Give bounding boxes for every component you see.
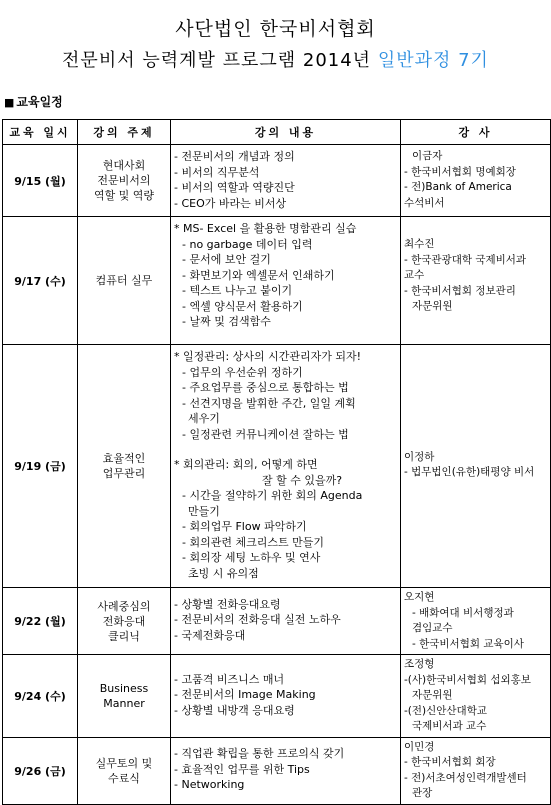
header-topic: 강의 주제 [78,120,171,145]
content-line: * 일정관리: 상사의 시간관리자가 되자! [174,350,361,363]
row-lecturer [401,145,551,217]
content-line: - 회의업무 Flow 파악하기 [182,520,307,533]
content-line: - 비서의 역할과 역량진단 [174,181,295,194]
topic-line: Manner [103,696,145,710]
lecturer-line: -(전)신안산대학교 [404,704,487,717]
lecturer-name: 최수진 [404,238,435,250]
row-date: 9/24 (수) [3,655,78,738]
row-content [171,217,401,345]
square-bullet-icon: ■ [4,96,15,109]
topic-line: 컴퓨터 실무 [95,274,153,287]
content-line: - 회의관련 체크리스트 만들기 [182,535,324,549]
content-line: - 화면보기와 엑셀문서 인쇄하기 [182,268,335,282]
content-line: - 텍스트 나누고 붙이기 [182,284,293,297]
content-line: * MS- Excel 을 활용한 명함관리 실습 [174,222,357,235]
content-line: - 엑셀 양식문서 활용하기 [182,299,303,313]
lecturer-line: - 배화여대 비서행정과 [412,606,514,619]
topic-line: 전문비서의 [97,174,151,187]
header-date: 교육 일시 [3,120,78,145]
lecturer-line: - 한국비서협회 명예회장 [404,165,516,178]
row-topic [78,655,171,738]
lecturer-line: 교수 [404,269,425,281]
lecturer-line: 자문위원 [412,689,453,701]
content-line: - 국제전화응대 [174,628,246,642]
row-lecturer [401,737,551,804]
content-line: * 회의관리: 회의, 어떻게 하면 [174,458,318,471]
topic-line: 효율적인 [102,452,146,465]
table-row [3,217,551,345]
content-line: - 상황별 내방객 응대요령 [174,703,295,717]
lecturer-line: - 한국관광대학 국제비서과 [404,253,527,266]
row-lecturer [401,217,551,345]
lecturer-line: - 한국비서협회 정보관리 [404,284,516,297]
topic-line: 수료식 [108,771,140,785]
content-line: 잘 할 수 있을까? [262,473,343,487]
row-topic [78,145,171,217]
content-line: - 문서에 보안 걸기 [182,253,271,266]
content-line: 초빙 시 유의점 [188,566,259,580]
header-lecturer: 강 사 [401,120,551,145]
content-line: - 고품격 비즈니스 매너 [174,672,285,686]
row-content [171,655,401,738]
content-line: - 상황별 전화응대요령 [174,597,281,611]
content-line: - 전문비서의 개념과 정의 [174,150,295,163]
content-line: - 효율적인 업무를 위한 Tips [174,762,310,776]
content-line: - Networking [174,778,245,792]
content-line: 세우기 [188,412,220,425]
page-title: 사단법인 한국비서협회 [175,18,376,40]
content-spacer [174,442,400,457]
content-line: 만들기 [188,504,220,518]
row-lecturer [401,588,551,655]
content-line: - 전문비서의 Image Making [174,688,316,701]
content-line: - 시간을 절약하기 위한 회의 Agenda [182,489,363,502]
content-line: - no garbage 데이터 입력 [182,237,313,251]
table-row [3,588,551,655]
row-date: 9/19 (금) [3,345,78,588]
lecturer-name: 조정형 [404,658,435,670]
table-row [3,737,551,804]
content-line: - 날짜 및 검색함수 [182,315,271,328]
row-content [171,345,401,588]
row-topic [78,345,171,588]
row-lecturer [401,655,551,738]
lecturer-line: - 전)Bank of America [404,181,512,193]
lecturer-line: - 전)서초여성인력개발센터 [404,771,527,784]
lecturer-name: 이금자 [412,150,443,162]
lecturer-line: -(사)한국비서협회 섭외홍보 [404,673,531,686]
lecturer-name: 이정하 [404,450,435,463]
lecturer-line: 수석비서 [404,196,445,209]
lecturer-line: - 한국비서협회 교육이사 [412,637,524,650]
row-topic [78,588,171,655]
topic-line: 사례중심의 [97,599,151,613]
row-content [171,145,401,217]
row-date: 9/15 (월) [3,145,78,217]
content-line: - 전문비서의 전화응대 실전 노하우 [174,613,341,627]
table-header-row [3,120,551,145]
table-row [3,655,551,738]
content-line: - 업무의 우선순위 정하기 [182,365,303,379]
row-content [171,737,401,804]
topic-line: Business [99,681,149,695]
subtitle-accent: 일반과정 7기 [377,50,489,71]
row-topic [78,217,171,345]
row-date: 9/22 (월) [3,588,78,655]
lecturer-name: 오지현 [404,591,435,603]
header-content: 강의 내용 [171,120,401,145]
row-date: 9/26 (금) [3,737,78,804]
table-row [3,345,551,588]
topic-line: 클리닉 [108,629,140,643]
page-subtitle [0,46,551,72]
lecturer-line: - 한국비서협회 회장 [404,756,496,768]
subtitle-main: 전문비서 능력계발 프로그램 2014년 [62,50,372,71]
section-title: 교육일정 [16,95,63,109]
lecturer-line: 겸임교수 [412,622,453,634]
lecturer-line: - 법무법인(유한)태평양 비서 [404,466,535,478]
content-line: - 직업관 확립을 통한 프로의식 갖기 [174,747,345,761]
content-line: - 비서의 직무분석 [174,165,260,179]
content-line: - 선견지명을 발휘한 주간, 일일 계획 [182,396,356,410]
topic-line: 업무관리 [102,467,146,480]
row-content [171,588,401,655]
lecturer-line: 자문위원 [412,300,453,312]
schedule-table [2,119,551,805]
lecturer-name: 이민경 [404,740,435,753]
table-row [3,145,551,217]
topic-line: 현대사회 [102,159,146,172]
content-line: - 회의장 세팅 노하우 및 연사 [182,551,321,564]
row-date: 9/17 (수) [3,217,78,345]
lecturer-line: 국제비서과 교수 [412,720,487,732]
row-lecturer [401,345,551,588]
content-line: - 주요업무를 중심으로 통합하는 법 [182,381,349,394]
content-line: - 일정관련 커뮤니케이션 잘하는 법 [182,427,349,441]
row-topic [78,737,171,804]
lecturer-line: 관장 [412,787,433,799]
topic-line: 역할 및 역량 [93,189,155,202]
section-heading [4,93,63,110]
content-line: - CEO가 바라는 비서상 [174,196,287,210]
topic-line: 전화응대 [102,614,146,628]
topic-line: 실무토의 및 [95,756,153,770]
